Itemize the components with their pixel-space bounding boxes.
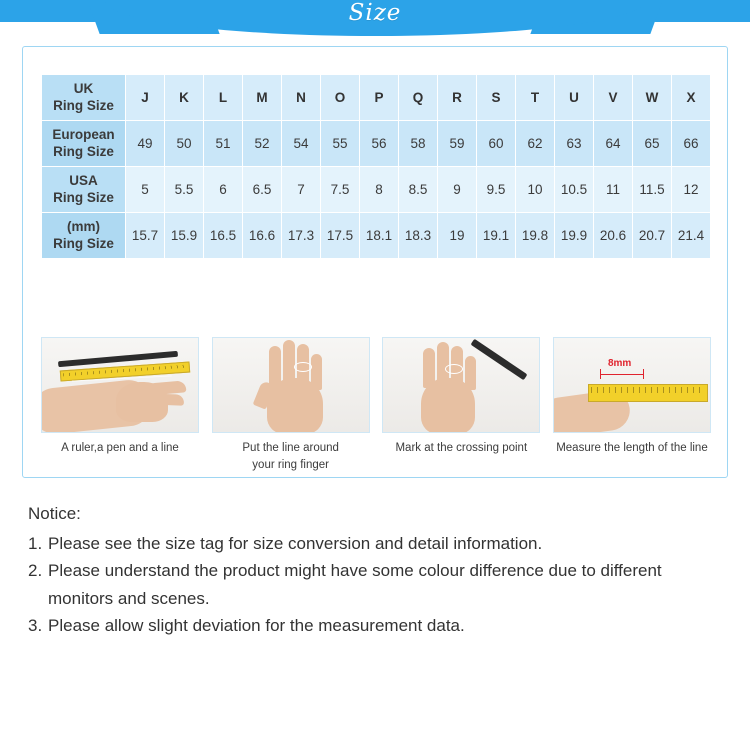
page-title: Size [348,0,402,26]
cell: 9.5 [477,167,516,213]
notice-item-number: 2. [28,561,43,581]
step-2-caption-line1: Put the line around [242,442,339,454]
cell: O [321,75,360,121]
cell: W [633,75,672,121]
step-3-caption: Mark at the crossing point [395,442,528,454]
cell: 56 [360,121,399,167]
cell: R [438,75,477,121]
cell: 11 [594,167,633,213]
cell: 62 [516,121,555,167]
cell: 5 [126,167,165,213]
row-header-usa [42,167,126,213]
cell: 15.7 [126,213,165,259]
cell: 54 [282,121,321,167]
ring-size-table [41,74,711,259]
table-row [42,167,711,213]
cell: 64 [594,121,633,167]
header-banner [0,0,750,36]
ruler-pen-line-photo [41,337,199,433]
cell: 58 [399,121,438,167]
cell: 10.5 [555,167,594,213]
notice-title: Notice: [28,504,81,523]
cell: 11.5 [633,167,672,213]
cell: 20.6 [594,213,633,259]
size-chart-card [22,46,728,478]
cell: T [516,75,555,121]
cell: V [594,75,633,121]
cell: 18.3 [399,213,438,259]
cell: 51 [204,121,243,167]
cell: 19.8 [516,213,555,259]
step-4-measurement-label: 8mm [607,358,632,369]
row-header-uk [42,75,126,121]
cell: N [282,75,321,121]
notice-item-number: 1. [28,533,43,553]
table-row [42,213,711,259]
measurement-steps [41,337,711,473]
cell: 19.9 [555,213,594,259]
cell: 63 [555,121,594,167]
cell: 16.5 [204,213,243,259]
notice-item [28,530,728,558]
step-2-caption [212,440,370,473]
row-header-line1: (mm) [67,218,100,234]
notice-item [28,557,728,612]
hand-with-thread-photo [212,337,370,433]
cell: U [555,75,594,121]
cell: 60 [477,121,516,167]
cell: 50 [165,121,204,167]
cell: 19.1 [477,213,516,259]
step-2 [212,337,370,473]
cell: 65 [633,121,672,167]
cell: Q [399,75,438,121]
row-header-line2: Ring Size [53,189,114,205]
notice-item-text: Please allow slight deviation for the measurement data. [48,616,465,636]
cell: 21.4 [672,213,711,259]
row-header-line2: Ring Size [53,143,114,159]
cell: M [243,75,282,121]
cell: 6 [204,167,243,213]
cell: 6.5 [243,167,282,213]
cell: 18.1 [360,213,399,259]
cell: 19 [438,213,477,259]
cell: K [165,75,204,121]
cell: X [672,75,711,121]
notice-section [28,500,728,640]
cell: 52 [243,121,282,167]
cell: 15.9 [165,213,204,259]
cell: 49 [126,121,165,167]
cell: J [126,75,165,121]
cell: 20.7 [633,213,672,259]
cell: 17.3 [282,213,321,259]
notice-item-text: Please see the size tag for size conversion and detail information. [48,533,543,553]
step-3 [382,337,540,473]
cell: 59 [438,121,477,167]
cell: 8 [360,167,399,213]
cell: 5.5 [165,167,204,213]
ruler-measure-photo [553,337,711,433]
cell: 16.6 [243,213,282,259]
cell: 17.5 [321,213,360,259]
cell: P [360,75,399,121]
cell: 12 [672,167,711,213]
cell: 7.5 [321,167,360,213]
row-header-line1: European [52,126,115,142]
step-2-caption-line2: your ring finger [252,458,330,471]
row-header-line2: Ring Size [53,235,114,251]
cell: 55 [321,121,360,167]
cell: 8.5 [399,167,438,213]
cell: 10 [516,167,555,213]
step-4-caption: Measure the length of the line [556,442,708,454]
notice-item-text: Please understand the product might have some colour difference due to different monitors and scenes. [48,561,662,608]
table-row [42,121,711,167]
notice-item [28,612,728,640]
notice-item-number: 3. [28,616,43,636]
cell: 7 [282,167,321,213]
row-header-line2: Ring Size [53,97,114,113]
cell: S [477,75,516,121]
step-1-caption: A ruler,a pen and a line [61,442,179,454]
row-header-line1: USA [69,172,98,188]
step-4 [553,337,711,473]
row-header-european [42,121,126,167]
step-1 [41,337,199,473]
hand-marking-photo [382,337,540,433]
table-row [42,75,711,121]
cell: 9 [438,167,477,213]
cell: L [204,75,243,121]
cell: 66 [672,121,711,167]
row-header-line1: UK [73,80,94,96]
row-header-mm [42,213,126,259]
